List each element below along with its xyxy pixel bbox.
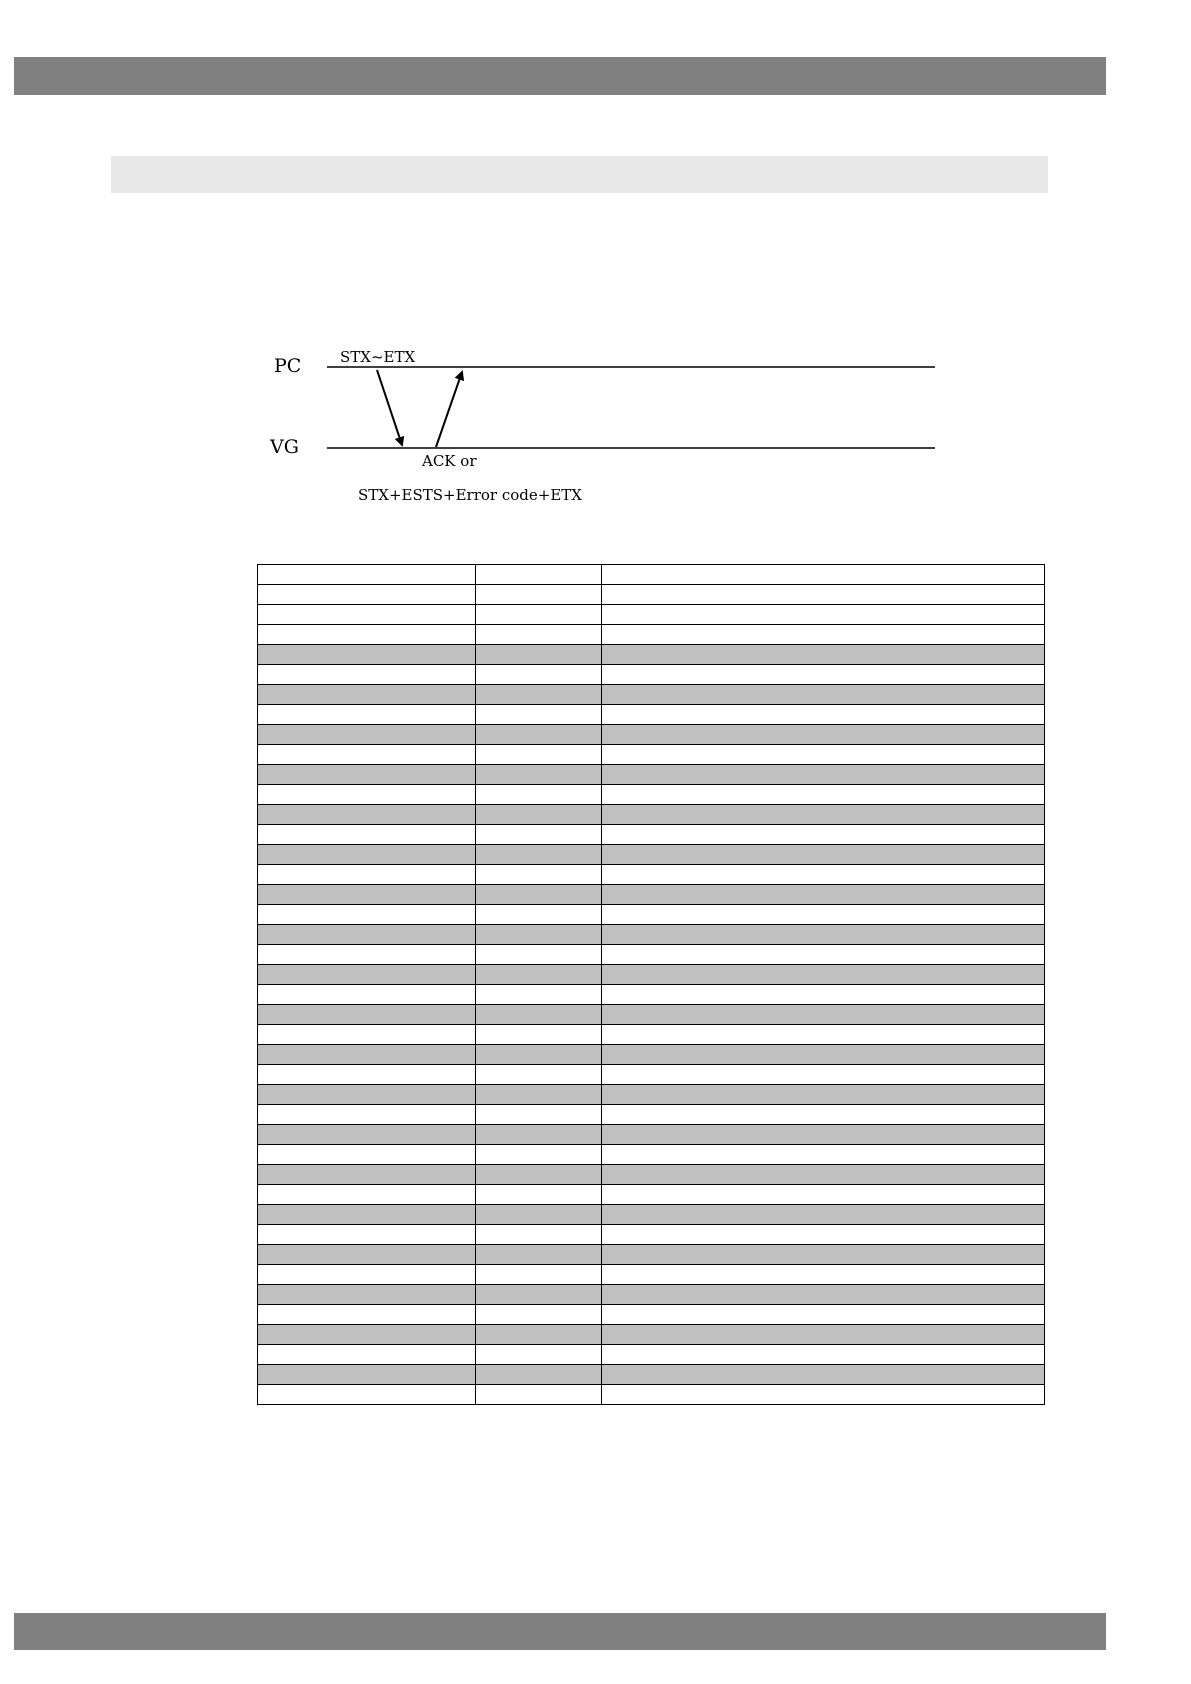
table-cell — [476, 1305, 602, 1325]
table-cell — [602, 1265, 1045, 1285]
table-cell — [602, 985, 1045, 1005]
table-row — [258, 1245, 1045, 1265]
table-row — [258, 1065, 1045, 1085]
table-cell — [602, 965, 1045, 985]
table-cell — [258, 1365, 476, 1385]
table-row — [258, 1025, 1045, 1045]
table-cell — [258, 1385, 476, 1405]
table-cell — [476, 1225, 602, 1245]
section-heading-band — [111, 156, 1048, 193]
table-cell — [476, 1385, 602, 1405]
table-cell — [258, 985, 476, 1005]
table-cell — [602, 905, 1045, 925]
table-cell — [258, 1125, 476, 1145]
table-cell — [476, 665, 602, 685]
table-cell — [602, 785, 1045, 805]
table-cell — [602, 1205, 1045, 1225]
table-cell — [258, 585, 476, 605]
table-cell — [258, 685, 476, 705]
table-row — [258, 1265, 1045, 1285]
reply-label-line1: ACK or — [422, 452, 477, 470]
table-row — [258, 1285, 1045, 1305]
reply-label-line2: STX+ESTS+Error code+ETX — [358, 486, 582, 504]
table-cell — [602, 745, 1045, 765]
table-cell — [476, 1365, 602, 1385]
table-cell — [258, 1005, 476, 1025]
table-cell — [476, 865, 602, 885]
table-cell — [258, 1145, 476, 1165]
table-cell — [476, 1285, 602, 1305]
table-row — [258, 1325, 1045, 1345]
table-row — [258, 785, 1045, 805]
table-row — [258, 605, 1045, 625]
table-row — [258, 865, 1045, 885]
pc-lane-label: PC — [274, 355, 302, 377]
table-row — [258, 1125, 1045, 1145]
table-cell — [258, 725, 476, 745]
table-cell — [476, 885, 602, 905]
table-cell — [476, 945, 602, 965]
table-row — [258, 1345, 1045, 1365]
table-cell — [602, 1305, 1045, 1325]
error-code-table — [257, 564, 1045, 1405]
table-cell — [258, 1325, 476, 1345]
table-cell — [258, 945, 476, 965]
table-row — [258, 725, 1045, 745]
table-cell — [476, 785, 602, 805]
table-cell — [476, 1185, 602, 1205]
table-cell — [476, 705, 602, 725]
table-row — [258, 1205, 1045, 1225]
table-cell — [476, 1265, 602, 1285]
table-row — [258, 665, 1045, 685]
table-cell — [258, 1305, 476, 1325]
table-cell — [258, 765, 476, 785]
table-cell — [258, 1225, 476, 1245]
table-cell — [476, 1205, 602, 1225]
table-cell — [602, 1045, 1045, 1065]
table-cell — [602, 725, 1045, 745]
table-cell — [602, 1225, 1045, 1245]
table-cell — [476, 1085, 602, 1105]
table-row — [258, 765, 1045, 785]
table-cell — [476, 1105, 602, 1125]
send-arrow — [377, 370, 402, 445]
table-cell — [258, 785, 476, 805]
table-row — [258, 1305, 1045, 1325]
table-cell — [258, 905, 476, 925]
table-cell — [602, 945, 1045, 965]
table-cell — [602, 1125, 1045, 1145]
table-cell — [258, 605, 476, 625]
table-cell — [258, 825, 476, 845]
table-cell — [602, 705, 1045, 725]
table-cell — [602, 1365, 1045, 1385]
table-row — [258, 825, 1045, 845]
table-cell — [258, 1105, 476, 1125]
table-row — [258, 1005, 1045, 1025]
table-cell — [258, 1285, 476, 1305]
table-cell — [258, 865, 476, 885]
table-row — [258, 925, 1045, 945]
table-cell — [476, 685, 602, 705]
table-row — [258, 645, 1045, 665]
table-row — [258, 845, 1045, 865]
table-row — [258, 805, 1045, 825]
table-row — [258, 1105, 1045, 1125]
table-cell — [602, 885, 1045, 905]
table-cell — [602, 765, 1045, 785]
table-cell — [476, 925, 602, 945]
table-cell — [602, 845, 1045, 865]
table-cell — [602, 585, 1045, 605]
table-cell — [258, 665, 476, 685]
table-row — [258, 1145, 1045, 1165]
table-cell — [258, 885, 476, 905]
table-cell — [602, 1245, 1045, 1265]
send-label: STX~ETX — [340, 348, 416, 366]
table-cell — [258, 805, 476, 825]
table-cell — [476, 625, 602, 645]
table-cell — [476, 1025, 602, 1045]
footer-bar — [14, 1613, 1106, 1650]
table-row — [258, 1365, 1045, 1385]
table-cell — [258, 1045, 476, 1065]
table-row — [258, 1385, 1045, 1405]
table-row — [258, 565, 1045, 585]
table-cell — [258, 1065, 476, 1085]
table-cell — [476, 965, 602, 985]
table-cell — [476, 1325, 602, 1345]
table-cell — [476, 1065, 602, 1085]
table-row — [258, 585, 1045, 605]
table-cell — [602, 1085, 1045, 1105]
table-cell — [602, 1145, 1045, 1165]
table-cell — [602, 1005, 1045, 1025]
table-row — [258, 985, 1045, 1005]
table-cell — [476, 1245, 602, 1265]
table-cell — [476, 565, 602, 585]
table-cell — [602, 1185, 1045, 1205]
table-cell — [602, 1105, 1045, 1125]
table-cell — [602, 925, 1045, 945]
table-cell — [258, 625, 476, 645]
table-cell — [476, 1125, 602, 1145]
table-row — [258, 945, 1045, 965]
table-cell — [602, 565, 1045, 585]
table-cell — [602, 825, 1045, 845]
table-cell — [602, 645, 1045, 665]
table-cell — [476, 1005, 602, 1025]
header-bar — [14, 57, 1106, 95]
table-row — [258, 1185, 1045, 1205]
table-cell — [476, 805, 602, 825]
table-cell — [258, 1345, 476, 1365]
table-cell — [258, 565, 476, 585]
table-cell — [602, 1065, 1045, 1085]
table-cell — [258, 925, 476, 945]
table-row — [258, 1225, 1045, 1245]
table-row — [258, 1045, 1045, 1065]
table-cell — [602, 1325, 1045, 1345]
table-cell — [476, 585, 602, 605]
table-cell — [476, 1345, 602, 1365]
table-cell — [602, 625, 1045, 645]
table-cell — [476, 1045, 602, 1065]
table-cell — [602, 1165, 1045, 1185]
table-cell — [476, 905, 602, 925]
table-row — [258, 625, 1045, 645]
table-cell — [258, 1085, 476, 1105]
table-cell — [602, 1385, 1045, 1405]
table-cell — [258, 845, 476, 865]
table-cell — [258, 1165, 476, 1185]
table-cell — [476, 825, 602, 845]
table-row — [258, 965, 1045, 985]
table-cell — [602, 1025, 1045, 1045]
table-cell — [602, 685, 1045, 705]
table-row — [258, 705, 1045, 725]
table-cell — [258, 1205, 476, 1225]
table-cell — [476, 985, 602, 1005]
reply-arrow — [436, 372, 462, 447]
table-row — [258, 745, 1045, 765]
table-cell — [476, 1145, 602, 1165]
table-cell — [602, 1285, 1045, 1305]
table-cell — [258, 1185, 476, 1205]
table-cell — [476, 765, 602, 785]
table-row — [258, 885, 1045, 905]
table-cell — [258, 1025, 476, 1045]
table-cell — [258, 1245, 476, 1265]
table-cell — [258, 1265, 476, 1285]
table-cell — [258, 965, 476, 985]
communication-sequence-diagram — [260, 345, 960, 525]
table-cell — [602, 865, 1045, 885]
table-cell — [476, 645, 602, 665]
table-cell — [602, 805, 1045, 825]
table-cell — [476, 605, 602, 625]
table-row — [258, 905, 1045, 925]
table-cell — [476, 1165, 602, 1185]
table-cell — [258, 705, 476, 725]
table-cell — [258, 645, 476, 665]
table-cell — [476, 745, 602, 765]
table-cell — [476, 845, 602, 865]
table-cell — [602, 665, 1045, 685]
table-row — [258, 1085, 1045, 1105]
table-row — [258, 1165, 1045, 1185]
table-cell — [258, 745, 476, 765]
table-row — [258, 685, 1045, 705]
table-cell — [476, 725, 602, 745]
table-cell — [602, 1345, 1045, 1365]
table-cell — [602, 605, 1045, 625]
vg-lane-label: VG — [270, 436, 299, 458]
